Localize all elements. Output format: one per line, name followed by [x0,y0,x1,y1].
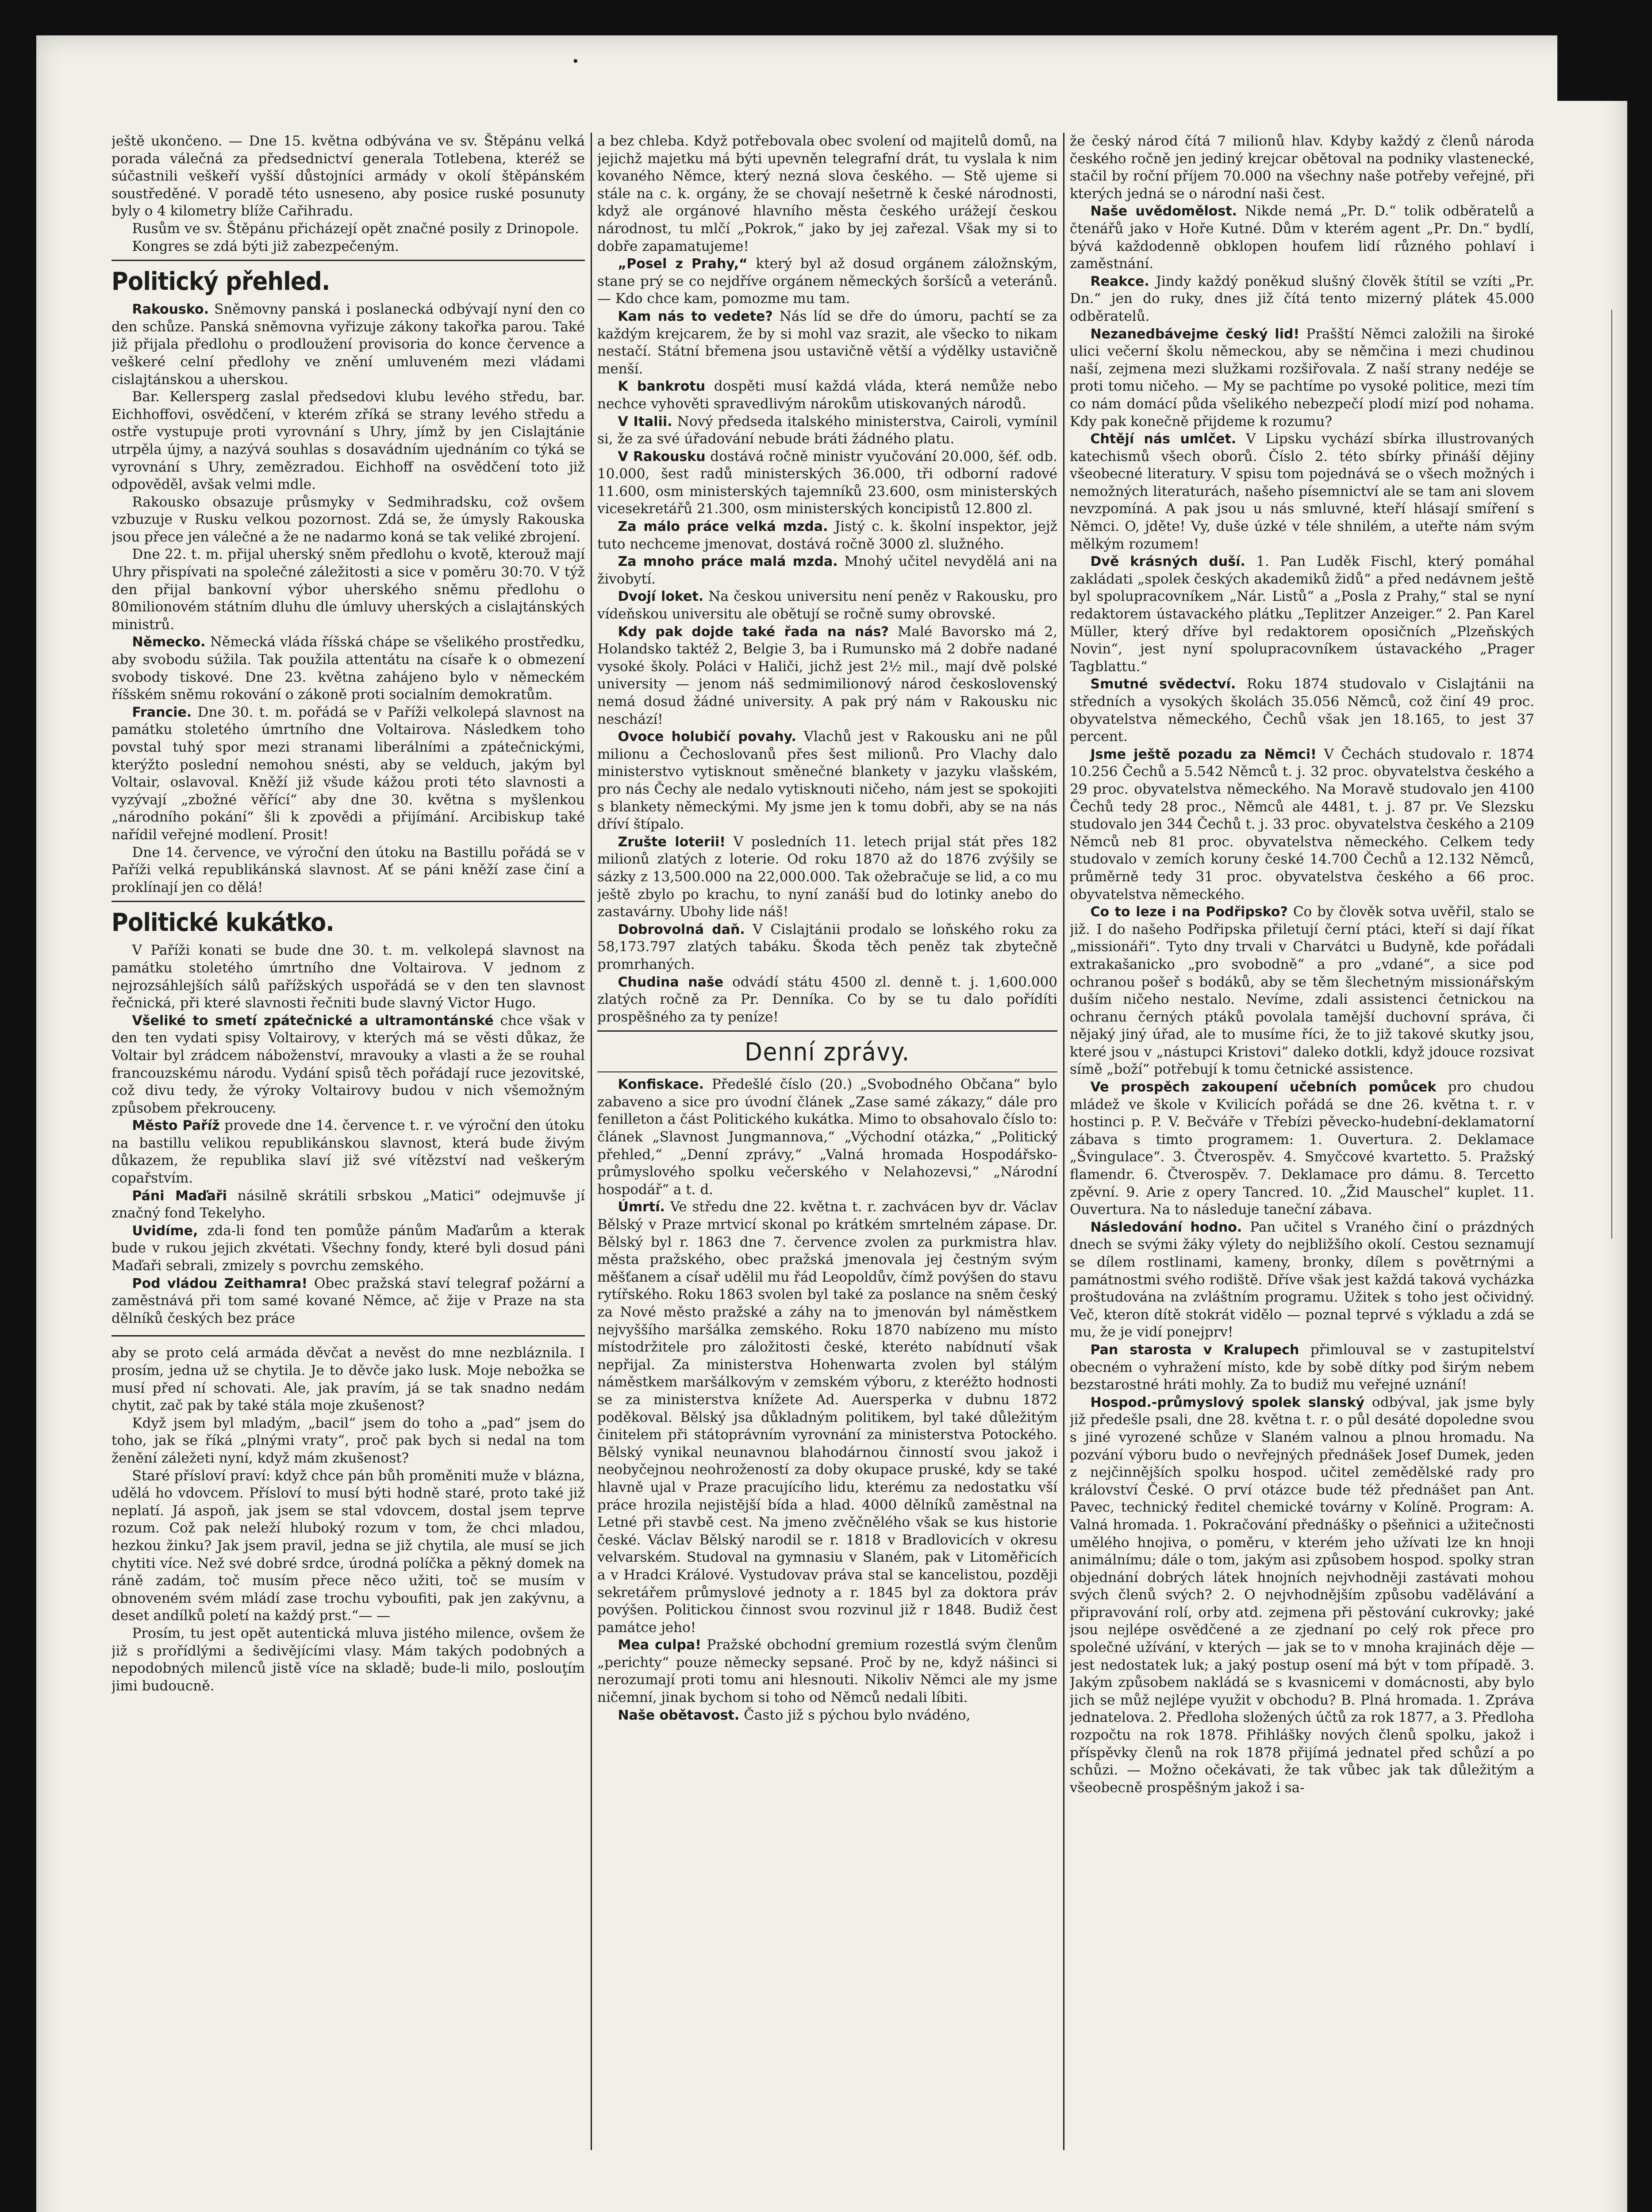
paragraph: V Cislajtánii prodalo se loňského roku za 58,173.797 zlatých tabáku. Škoda těch peněz tak zbytečně promrhaných. [597,921,1057,972]
keyword: Německo. [132,634,206,650]
paragraph: který byl až dosud orgánem záložnským, stane prý se co nejdříve orgánem německých šoršíců a veteránů. — Kdo chce kam, pomozme mu tam. [597,256,1057,307]
keyword: Pod vládou Zeithamra! [132,1275,308,1291]
paragraph: Nikde nemá „Pr. D.“ tolik odběratelů a čtenářů jako v Hoře Kutné. Dům v kterém agent „Pr. Dn.“ bydlí, bývá každodenně obklopen houfem lidí různého pohlaví i zaměstnání. [1070,203,1534,272]
feuilleton-rule [111,1335,585,1336]
keyword: Kam nás to vedete? [618,308,773,324]
paragraph: Pan učitel s Vraného činí o prázdných dnech se svými žáky výlety do nejbližšího okolí. Cestou seznamují se dílem rostlinami, kameny, bronky, dílem s povětrnými a památnostmi svého rodiště. Dříve však jest každá taková vycházka proštudována na zvláštním programu. Užitek s toho jest očividný. Več, kteron dítě stokrát vidělo — poznal teprvé s výkladu a zdá se mu, že je vidí ponejprv! [1070,1219,1534,1340]
feuilleton-paragraph: Když jsem byl mladým, „bacil“ jsem do toho a „pad“ jsem do toho, jak se říká „plnými vraty“, proč pak bych si nedal na tom ženění záležeti nyní, když mám zkušenost? [111,1415,585,1466]
paragraph: násilně skrátili srbskou „Matici“ odejmuvše jí značný fond Tekelyho. [111,1187,585,1221]
keyword: V Rakousku [618,449,706,465]
keyword: Dvojí loket. [618,589,704,605]
paragraph: V Lipsku vychází sbírka illustrovaných katechismů všech oborů. Číslo 2. této sbírky přináší dějiny všeobecné literatury. V spisu tom pojednává se o všech možných i nemožných literaturách, našeho písemnictví ale se tam ani slovem nevzpomíná. A pak jsou u nás smluvné, kteří hlásají smíření s Němci. O, jděte! Vy, duše úzké v téle shnilém, a uteřte nám svým mělkým rozumem! [1070,431,1534,552]
paragraph: Roku 1874 studovalo v Cislajtánii na středních a vysokých školách 35.056 Němců, což činí 49 proc. obyvatelstva německého, Čechů však jen 18.165, to jest 37 percent. [1070,676,1534,745]
keyword: Smutné svědectví. [1090,676,1236,692]
paragraph: zda-li fond ten pomůže pánům Maďarům a kterak bude v rukou jejich zkvétati. Všechny fondy, které byli dosud páni Maďaři sebrali, zmizely s povrchu zemského. [111,1222,585,1274]
keyword: Reakce. [1090,273,1149,289]
paragraph: a bez chleba. Když potřebovala obec svolení od majitelů domů, na jejichž majetku má býti upevněn telegrafní drát, tu vyslala k nim kovaného Němce, který nezná slova českého. — Stě ujeme si stále na c. k. orgány, že se chovají nešetrně k české národnosti, když ale orgánové hlavního města českého urážejí českou národnost, tu mlčí „Pokrok,“ jako by jej zařezal. Však my si to dobře zapamatujeme! [597,133,1057,254]
keyword: Kdy pak dojde také řada na nás? [618,624,889,640]
keyword: Zrušte loterii! [618,834,726,850]
paragraph: Malé Bavorsko má 2, Holandsko taktéž 2, Belgie 3, ba i Rumunsko má 2 dobře nadané vysoké školy. Poláci v Haliči, jichž jest 2½ mil., mají dvě polské university — jenom náš sedmimilionový národ československý nemá dosud žádné university. A pak prý nám v Rakousku nic neschází! [597,623,1057,727]
paragraph: že český národ čítá 7 milionů hlav. Kdyby každý z členů národa českého ročně jen jediný krejcar obětoval na podniky vlastenecké, stačil by roční příjem 70.000 na všechny naše potřeby veřejné, při kterých jedná se o národní naši čest. [1070,133,1534,202]
keyword: Naše obětavost. [618,1707,740,1723]
keyword: Francie. [132,704,192,720]
column-3 [1070,133,1534,2150]
paragraph: Jistý c. k. školní inspektor, jejž tuto nechceme jmenovat, dostává ročně 3000 zl. služného. [597,518,1057,552]
paragraph: Pražské obchodní gremium rozestlá svým členům „perichty“ pouze německy sepsané. Proč by ne, když nášinci si nerozumají proti tomu ani hlesnouti. Nikoliv Němci ale my jsme ničemní, jinak bychom si toho od Němců nedali líbiti. [597,1637,1057,1706]
keyword: Ovoce holubičí povahy. [618,729,796,745]
keyword: Páni Maďaři [132,1188,227,1204]
paragraph: Sněmovny panská i poslanecká odbývají nyní den co den schůze. Panská sněmovna vyřizuje zákony takořka parou. Také již přijala předlohu o prodloužení provisoria do konce července a veškeré celní předlohy ve znění umluveném mezi vládami cislajtánskou a uherskou. [111,301,585,388]
paragraph: ještě ukončeno. — Dne 15. května odbývána ve sv. Štěpánu velká porada válečná za předsednictví generala Totlebena, kteréž se súčastnili veškeří vyšší důstojníci armády v okolí štěpánském soustředěné. V poradě této usneseno, aby posice ruské posunuty byly o 4 kilometry blíže Cařihradu. [111,133,585,219]
paragraph: provede dne 14. července t. r. ve výroční den útoku na bastillu velikou republikánskou slavnost, která bude živým důkazem, že republika slaví již své vítězství nad veškerým copařstvím. [111,1118,585,1187]
keyword: Jsme ještě pozadu za Němci! [1090,746,1317,762]
keyword: Nezanedbávejme český lid! [1090,326,1300,342]
paragraph: Rakousko obsazuje průsmyky v Sedmihradsku, což ovšem vzbuzuje v Rusku velkou pozornost. Zdá se, že úmysly Rakouska jsou přece jen válečné a že ne nadarmo koná se tak veliké zbrojení. [111,494,585,545]
paragraph: Rusům ve sv. Štěpánu přicházejí opět značné posily z Drinopole. [132,220,579,237]
paragraph: Na českou universitu není peněz v Rakousku, pro vídeňskou universitu ale obětují se ročně sumy obrovské. [597,588,1057,622]
paragraph: chce však v den ten vydati spisy Voltairovy, v kterých má se věsti důkaz, že Voltair byl zrádcem náboženství, mravouky a vlasti a že se rouhal francouzskému národu. Vydání spisů těch pořádají ruce jezovitské, což divu tedy, že výroky Voltairovy budou v nich všemožným způsobem překrouceny. [111,1012,585,1116]
keyword: Rakousko. [132,302,209,318]
newspaper-page [36,35,1627,2212]
paragraph: Jindy každý poněkud slušný člověk štítil se vzíti „Pr. Dn.“ jen do ruky, dnes již čítá tento mizerný plátek 45.000 odběratelů. [1070,273,1534,324]
keyword: Všeliké to smetí zpátečnické a ultramontánské [132,1013,494,1029]
corner-scan-artifact [1557,35,1627,101]
page-marker: • [572,54,580,69]
keyword: „Posel z Prahy,“ [618,256,748,272]
paragraph: Předešlé číslo (20.) „Svobodného Občana“ bylo zabaveno a sice pro úvodní článek „Zase samé zákazy,“ dále pro fenilleton a část Politického kukátka. Mimo to obsahovalo číslo to: článek „Slavnost Jungmannova,“ „Východní otázka,“ „Politický přehled,“ „Denní zprávy,“ „Valná hromada Hospodářsko-průmyslového spolku večerského v Nelahozevsi,“ „Národní hospodář“ a t. d. [597,1076,1057,1198]
paragraph: Kongres se zdá býti již zabezpečeným. [132,238,400,254]
paragraph: Dne 22. t. m. přijal uherský sněm předlohu o kvotě, kterouž mají Uhry přispívati na společné záležitosti a sice v poměru 30:70. V týž den přijal bankovní výbor uherského sněmu předlohu o 80milionovém státním dluhu dle úmluvy uherských a cislajtánských ministrů. [111,546,585,633]
section-rule [597,1030,1057,1032]
columns [111,133,1591,2150]
keyword: K bankrotu [618,379,706,395]
paragraph: Bar. Kellersperg zaslal předsedovi klubu levého středu, bar. Eichhoffovi, osvědčení, v kterém zříká se strany levého středu a ostře vystupuje proti vyrovnání s Uhry, jímž by jen Cislajtánie utrpěla újmy, a nazývá souhlas s dosavádním ujednáním co týká se vyrovnání s Uhry, zemězradou. Eichhoff na osvědčení toto již odpověděl, avšak velmi mdle. [111,389,585,493]
paragraph: Dne 30. t. m. pořádá se v Paříži velkolepá slavnost na památku stoletého úmrtního dne Voltairova. Následkem toho povstal tuhý spor mezi stranami liberálními a zpátečnickými, kterýžto poslední nemohou snésti, aby se velduch, jakým byl Voltair, oslavoval. Kněží již všude kážou proti této slavnosti a vyzývají „zbožné věřící“ aby dne 30. května s myšlenkou „národního pokání“ šli k zpovědi a přijímání. Arcibiskup také nařídil veřejné modlení. Prosit! [111,704,585,843]
paragraph: Často již s pýchou bylo nvádéno, [744,1707,971,1723]
paragraph: dospěti musí každá vláda, která nemůže nebo nechce vyhověti spravedlivým nárokům utiskovaných národů. [597,378,1057,412]
paragraph: V posledních 11. letech prijal stát přes 182 milionů zlatých z loterie. Od roku 1870 až do 1876 zvýšily se sázky z 13,500.000 na 22,000.000. Tak ožebračuje se lid, a co mu ještě zbylo po krachu, to nyní zanáší bud do lotinky anebo do zastavárny. Ubohy lide náš! [597,833,1057,920]
paragraph: dostává ročně ministr vyučování 20.000, šéf. odb. 10.000, šest radů ministerských 36.000, tři odborní radové 11.600, osm ministerských tajemníků 23.600, osm ministerských vicesekretářů 21.300, osm ministerských koncipistů 12.800 zl. [597,448,1057,517]
paragraph: Prašští Němci založili na široké ulici večerní školu německou, aby se němčina i mezi chudinou naší, zejmena mezi služkami rozšiřovala. Z naší strany nedéje se proti tomu ničeho. — My se pachtíme po vysoké politice, mezi tím co nám domácí půda všelikého nebezpečí plodí mizí pod nohama. Kdy pak konečně přijdeme k rozumu? [1070,326,1534,430]
keyword: Následování hodno. [1090,1219,1242,1235]
section-heading-denni-zpravy: Denní zprávy. [745,1038,910,1067]
paragraph: Dne 14. července, ve výroční den útoku na Bastillu pořádá se v Paříži velká republikánská slavnost. Ať se páni kněží zase činí a proklínají jen co dělá! [111,844,585,895]
keyword: Chtějí nás umlčet. [1090,431,1237,447]
paragraph: Ve středu dne 22. května t. r. zachvácen byv dr. Václav Bělský v Praze mrtvicí skonal po krátkém smrtelném zápase. Dr. Bělský byl r. 1863 dne 7. července zvolen za purkmistra hlav. města pražského, obec pražská jmenovala jej čestným svým měšťanem a císař udělil mu řád Leopoldův, čímž povýšen do stavu rytířského. Roku 1863 svolen byl také za poslance na sněm český za Nové město pražské a záhy na to jmenován byl náměstkem nejvyššího maršálka zemského. Roku 1870 nabízeno mu místo místodržitele pro záložitosti české, kteréto nabídnutí však nepřijal. Za ministerstva Hohenwarta zvolen byl stálým náměstkem maršálkovým v zemském výboru, z kteréžto hodnosti se za ministerstva knížete Ad. Auersperka v dubnu 1872 poděkoval. Bělský jsa důkladným politikem, byl také důležitým činitelem při státoprávním vyrovnání za ministerstva Potockého. Bělský vynikal neunavnou blahodárnou činností svou jakož i neobyčejnou neohrožeností za doby okupace pruské, kdy se také hlavně ujal v Praze pracujícího lidu, kterému za nedostatku vší práce hrozila nejistější bída a hlad. 4000 dělníků zaměstnal na Letné při stavbě cest. Na jmeno zvěčnělého však se kus historie české. Václav Bělský narodil se r. 1818 v Bradlovicích v okresu velvarském. Studoval na gymnasiu v Slaném, pak v Litoměřicích a v Hradci Králové. Vystudovav práva stal se kancelistou, později sekretářem průmyslové jednoty a r. 1845 byl za doktora práv povýšen. Politickou činnost svou rozvinul již r 1848. Budiž čest památce jeho! [597,1199,1057,1636]
keyword: Mea culpa! [618,1637,701,1653]
paragraph: Nás líd se dře do úmoru, pachtí se za každým krejcarem, že by si mohl vaz srazit, ale všecko to nikam nestačí. Státní břemena jsou ustavičně větší a výdělky ustavičně menší. [597,308,1057,377]
column-2 [597,133,1057,2150]
paragraph: odbýval, jak jsme byly již předešle psali, dne 28. května t. r. o půl desáté dopoledne svou s jiné vyrozené schůze v Slaném valnou a plnou hromadu. Na pozvání výboru budo o nevřejných přednášek Josef Dumek, jeden z nejčinnějších spolku hospod. učitel zemědělské rady pro království České. O prví otázce bude též přednášet pan Ant. Pavec, technický ředitel chemické továrny v Kolíně. Program: A. Valná hromada. 1. Pokračování přednášky o pšeňnici a užitečnosti umělého hnojiva, o poměru, v kterém jeho užívati lze kn hnoji animálnímu; dále o tom, jakým asi způsobem hospod. spolky stran objednání dobrých látek hnojních nejvhodněji zastávati mohou svých členů svých? 2. O nejvhodnějším způsobu vadělávání a připravování rolí, orby atd. zejmena při pěstování cukrovky; jaké jsou nejlépe osvědčené a ze zjednaní po celý rok přece pro společné užívání, v kterých — jak se to v mnoha krajinách děje — jest nedostatek luk; a jaký postup osení má být v tom případě. 3. Jakým způsobem nakládá se s kvasnicemi v domácnosti, aby bylo jich se můž nejlépe využit v obchodu? B. Plná hromada. 1. Zpráva jednatelova. 2. Předloha složených účtů za rok 1877, a 3. Předloha rozpočtu na rok 1878. Přihlášky nových členů spolku, jakož i příspěvky členů na rok 1878 přijímá jednatel před schůzí a po schůzi. — Možno očekávati, že tak vůbec jak tak důležitým a všeobecně prospěšným jakož i sa- [1070,1394,1534,1796]
keyword: Úmrtí. [618,1199,665,1215]
section-heading-politicke-kukatko: Politické kukátko. [111,908,334,937]
keyword: Uvidíme, [132,1223,198,1239]
keyword: Dvě krásných duší. [1090,554,1245,570]
paragraph: 1. Pan Luděk Fischl, který pomáhal zakládati „spolek českých akademiků židů“ a před nedávnem ještě byl spolupracovníkem „Nár. Listů“ a „Posla z Prahy,“ stal se nyní redaktorem ústavackého plátku „Teplitzer Anzeiger.“ 2. Pan Karel Müller, který dříve byl redaktorem oposičních „Plzeňských Novin“, jest nyní spolupracovníkem ústavackého „Prager Tagblattu.“ [1070,553,1534,675]
paragraph: Nový předseda italského ministerstva, Cairoli, vymínil si, že za své úřadování nebude bráti žádného platu. [597,413,1057,447]
keyword: Chudina naše [618,974,724,990]
section-rule [111,260,585,261]
section-heading-politicky-prehled: Politický přehled. [111,267,330,296]
column-1 [111,133,585,2150]
feuilleton-paragraph: Prosím, tu jest opět autentická mluva jistého milence, ovšem že již s prořídlými a šedivějícími vlasy. Mám takých podobných a nepodobných milenců jistě více na skladě; bude-li milo, poslouţím jimi budoucně. [111,1625,585,1694]
paragraph: pro chudou mládež ve škole v Kvilicích pořádá se dne 26. května t. r. v hostinci p. P. V. Bečváře v Třebízi pěvecko-hudební-deklamatorní zábava s timto programem: 1. Ouvertura. 2. Deklamace „Švingulace“. 3. Čtverospěv. 4. Smyčcové kvartetto. 5. Pražský flamendr. 6. Čtverospěv. 7. Deklamace pro dámu. 8. Tercetto zpěvní. 9. Arie z opery Tancred. 10. „Žid Mauschel“ kuplet. 11. Ouvertura. Na to následuje taneční zábava. [1070,1079,1534,1218]
margin-line [1611,310,1622,1239]
paragraph: Co by člověk sotva uvěřil, stalo se již. I do našeho Podřipska přiletují černí ptáci, kteří si dají říkat „missionáři“. Tyto dny trvali v Charvátci u Budyně, kde pořádali extrakašanicko „pro svobodně“ a pro „vdané“, a sice pod ochranou pošeř s bodáků, aby se těm šlechetným missionářským duším ničeho nestalo. Nevíme, zdali assistenci četnickou na ochranu černých ptáků povolala tamější duchovní správa, či nějaký jiný úřad, ale to musíme říci, že to již takové skutky jsou, které jsou v „nástupci Kristovi“ daleko dotkli, když jdouce rozsivat símě „boží“ potřebují k tomu četnické assistence. [1070,904,1534,1078]
keyword: Naše uvědomělost. [1090,204,1237,219]
keyword: Dobrovolná daň. [618,922,745,937]
keyword: V Italii. [618,414,672,430]
keyword: Za málo práce velká mzda. [618,519,828,535]
paragraph: V Čechách studovalo r. 1874 10.256 Čechů a 5.542 Němců t. j. 32 proc. obyvatelstva českého a 29 proc. obyvatelstva německého. Na Moravě studovalo jen 4100 Čechů tedy 28 proc., Němců ale 4481, t. j. 87 pr. Ve Slezsku studovalo jen 344 Čechů t. j. 33 proc. obyvatelstva českého a 2109 Němců neb 81 proc. obyvatelstva německého. Celkem tedy studovalo v zemích koruny české 14.700 Čechů a 12.132 Němců, průměrně tedy 31 proc. obyvatelstva českého a 66 proc. obyvatelstva německého. [1070,746,1534,902]
feuilleton-paragraph: aby se proto celá armáda děvčat a nevěst do mne nezbláznila. I prosím, jedna už se chytila. Je to děvče jako lusk. Moje nebožka se musí před ní schovati. Ale, jak pravím, já se tak snadno nedám chytit, zač pak by také stála moje zkušenost? [111,1345,585,1414]
section-rule [597,1071,1057,1072]
keyword: Konfiskace. [618,1077,704,1093]
section-rule [111,901,585,902]
keyword: Co to leze i na Podřipsko? [1090,904,1288,920]
keyword: Pan starosta v Kralupech [1090,1342,1299,1358]
keyword: Město Paříž [132,1118,220,1134]
paragraph: V Paříži konati se bude dne 30. t. m. velkolepá slavnost na památku stoletého úmrtního dne Voltairova. V jednom z nejrozsáhlejších sálů pařížských uspořádá se v den ten slavnost řečnická, při které slavnosti řečniti bude slavný Victor Hugo. [111,942,585,1011]
paragraph: odvádí státu 4500 zl. denně t. j. 1,600.000 zlatých ročně za Pr. Denníka. Co by se tu dalo pořídíti prospěšného za ty peníze! [597,974,1057,1025]
keyword: Hospod.-průmyslový spolek slanský [1090,1394,1365,1410]
paragraph: Vlachů jest v Rakousku ani ne půl milionu a Čechoslovanů přes šest milionů. Pro Vlachy dalo ministerstvo vytisknout směnečné blankety v jazyku vlašském, pro nás Čechy ale nedalo vytisknouti ničeho, nám jest se spokojiti s blankety německými. My jsme jen k tomu dobři, aby se na nás dříví štípalo. [597,729,1057,833]
paragraph: Německá vláda říšská chápe se všelikého prostředku, aby svobodu súžila. Tak použila attentátu na císaře k o obmezení svobody tiskové. Dne 23. května zahájeno bylo v německém říšském sněmu rokování o zákoně proti socialním demokratům. [111,634,585,703]
paragraph: Obec pražská staví telegraf požární a zaměstnává při tom samé kované Němce, ač žije v Praze na sta dělníků českých bez práce [111,1275,585,1326]
paragraph: přimlouval se v zastupitelství obecném o vyhražení místo, kde by sobě dítky pod širým nebem bezstarostné hráti mohly. Za to budiž mu veřejné uznání! [1070,1341,1534,1393]
keyword: Ve prospěch zakoupení učebních pomůcek [1090,1079,1437,1095]
feuilleton-paragraph: Staré přísloví praví: když chce pán bůh proměniti muže v blázna, udělá ho vdovcem. Přísloví to musí býti hodně staré, proto také již neplatí. Já aspoň, jak jsem se stal vdovcem, dostal jsem teprve rozum. Což pak neleží hluboký rozum v tom, že chci mladou, hezkou žinku? Jak jsem pravil, jedna se již chytila, ale musí se jich chytiti více. Než své dobré srdce, úrodná políčka a pěkný domek na ráně zadám, toč musím přece něco užiti, toč se musím v obnoveném svém mládí zase trochu vyboufiti, pak jen zakývnu, a deset andílků poletí na každý prst.“— — [111,1467,585,1624]
paragraph: Mnohý učitel nevydělá ani na živobytí. [597,553,1057,587]
keyword: Za mnoho práce malá mzda. [618,554,838,570]
